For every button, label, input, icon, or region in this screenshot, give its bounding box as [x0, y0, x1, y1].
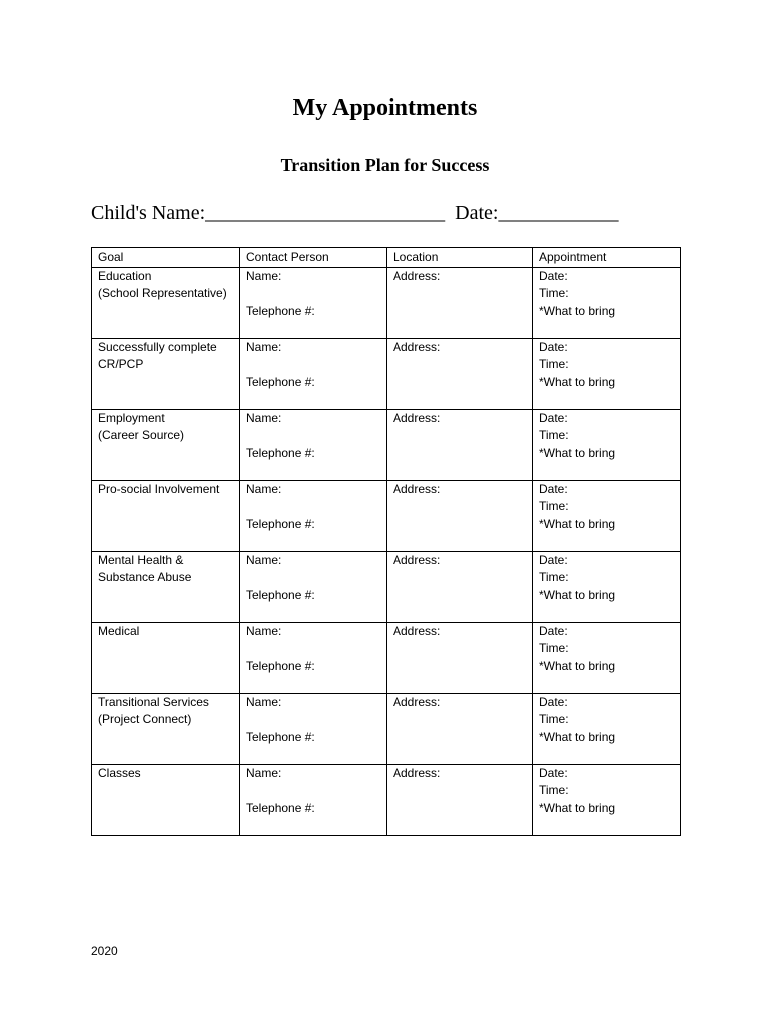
- goal-sublabel: (Project Connect): [98, 712, 192, 726]
- what-to-bring-label: *What to bring: [539, 374, 616, 389]
- contact-name-label: Name:: [246, 765, 282, 780]
- goal-cell: [92, 409, 240, 480]
- time-label: Time:: [539, 428, 569, 442]
- goal-cell: [92, 622, 240, 693]
- table-row: [92, 764, 681, 835]
- contact-telephone-label: Telephone #:: [246, 658, 315, 673]
- table-row: [92, 551, 681, 622]
- what-to-bring-label: *What to bring: [539, 587, 616, 602]
- appointment-cell[interactable]: [533, 622, 681, 693]
- time-label: Time:: [539, 357, 569, 371]
- contact-telephone-label: Telephone #:: [246, 303, 315, 318]
- appointment-cell[interactable]: [533, 267, 681, 338]
- contact-cell[interactable]: [240, 622, 387, 693]
- table-row: [92, 267, 681, 338]
- footer-year: 2020: [91, 944, 118, 958]
- location-cell[interactable]: [387, 622, 533, 693]
- table-row: [92, 338, 681, 409]
- address-label: Address:: [393, 623, 441, 638]
- goal-label: Education: [98, 268, 152, 283]
- goal-label: Medical: [98, 623, 140, 638]
- what-to-bring-label: *What to bring: [539, 303, 616, 318]
- page-subtitle: Transition Plan for Success: [280, 155, 490, 175]
- contact-name-label: Name:: [246, 623, 282, 638]
- what-to-bring-label: *What to bring: [539, 445, 616, 460]
- goal-label: Classes: [98, 765, 141, 780]
- header-goal: Goal: [92, 248, 240, 268]
- appointment-cell[interactable]: [533, 764, 681, 835]
- location-cell[interactable]: [387, 551, 533, 622]
- location-cell[interactable]: [387, 764, 533, 835]
- contact-cell[interactable]: [240, 480, 387, 551]
- location-cell[interactable]: [387, 693, 533, 764]
- goal-sublabel: CR/PCP: [98, 357, 144, 371]
- location-cell[interactable]: [387, 338, 533, 409]
- location-cell[interactable]: [387, 267, 533, 338]
- header-contact-person: Contact Person: [240, 248, 387, 268]
- contact-cell[interactable]: [240, 551, 387, 622]
- date-label: Date:: [539, 410, 568, 425]
- address-label: Address:: [393, 481, 441, 496]
- time-label: Time:: [539, 499, 569, 513]
- date-label: Date:: [539, 623, 568, 638]
- contact-telephone-label: Telephone #:: [246, 516, 315, 531]
- contact-cell[interactable]: [240, 693, 387, 764]
- goal-sublabel: (School Representative): [98, 286, 227, 300]
- table-row: [92, 480, 681, 551]
- table-row: [92, 622, 681, 693]
- table-row: [92, 693, 681, 764]
- contact-cell[interactable]: [240, 338, 387, 409]
- date-label: Date:: [539, 552, 568, 567]
- date-label: Date:: [539, 694, 568, 709]
- what-to-bring-label: *What to bring: [539, 658, 616, 673]
- time-label: Time:: [539, 641, 569, 655]
- header-location: Location: [387, 248, 533, 268]
- location-cell[interactable]: [387, 480, 533, 551]
- time-label: Time:: [539, 286, 569, 300]
- address-label: Address:: [393, 552, 441, 567]
- what-to-bring-label: *What to bring: [539, 516, 616, 531]
- time-label: Time:: [539, 712, 569, 726]
- appointment-cell[interactable]: [533, 693, 681, 764]
- address-label: Address:: [393, 268, 441, 283]
- date-label: Date:: [539, 339, 568, 354]
- what-to-bring-label: *What to bring: [539, 800, 616, 815]
- appointment-cell[interactable]: [533, 551, 681, 622]
- contact-name-label: Name:: [246, 268, 282, 283]
- table-row: [92, 409, 681, 480]
- contact-name-label: Name:: [246, 694, 282, 709]
- address-label: Address:: [393, 339, 441, 354]
- appointment-cell[interactable]: [533, 409, 681, 480]
- table-header-row: [92, 248, 681, 268]
- time-label: Time:: [539, 570, 569, 584]
- goal-label: Successfully complete: [98, 339, 217, 354]
- address-label: Address:: [393, 765, 441, 780]
- goal-label: Transitional Services: [98, 694, 209, 709]
- goal-cell: [92, 267, 240, 338]
- child-name-date-line: Child's Name:________________________ Date:____________: [91, 202, 619, 224]
- contact-cell[interactable]: [240, 409, 387, 480]
- goal-label: Mental Health &: [98, 552, 184, 567]
- contact-telephone-label: Telephone #:: [246, 587, 315, 602]
- contact-cell[interactable]: [240, 764, 387, 835]
- address-label: Address:: [393, 410, 441, 425]
- goal-cell: [92, 764, 240, 835]
- goal-cell: [92, 551, 240, 622]
- goal-sublabel: (Career Source): [98, 428, 185, 442]
- date-label: Date:: [539, 268, 568, 283]
- goal-cell: [92, 338, 240, 409]
- goal-label: Employment: [98, 410, 165, 425]
- what-to-bring-label: *What to bring: [539, 729, 616, 744]
- goal-cell: [92, 480, 240, 551]
- goal-cell: [92, 693, 240, 764]
- contact-name-label: Name:: [246, 339, 282, 354]
- contact-telephone-label: Telephone #:: [246, 374, 315, 389]
- header-appointment: Appointment: [533, 248, 681, 268]
- contact-name-label: Name:: [246, 481, 282, 496]
- contact-cell[interactable]: [240, 267, 387, 338]
- date-label: Date:: [539, 765, 568, 780]
- goal-sublabel: Substance Abuse: [98, 570, 192, 584]
- address-label: Address:: [393, 694, 441, 709]
- appointments-table: [91, 247, 681, 836]
- appointment-cell[interactable]: [533, 480, 681, 551]
- contact-name-label: Name:: [246, 410, 282, 425]
- contact-telephone-label: Telephone #:: [246, 800, 315, 815]
- date-label: Date:: [539, 481, 568, 496]
- goal-label: Pro-social Involvement: [98, 481, 220, 496]
- appointment-cell[interactable]: [533, 338, 681, 409]
- contact-name-label: Name:: [246, 552, 282, 567]
- location-cell[interactable]: [387, 409, 533, 480]
- contact-telephone-label: Telephone #:: [246, 445, 315, 460]
- page-title: My Appointments: [292, 95, 478, 121]
- time-label: Time:: [539, 783, 569, 797]
- contact-telephone-label: Telephone #:: [246, 729, 315, 744]
